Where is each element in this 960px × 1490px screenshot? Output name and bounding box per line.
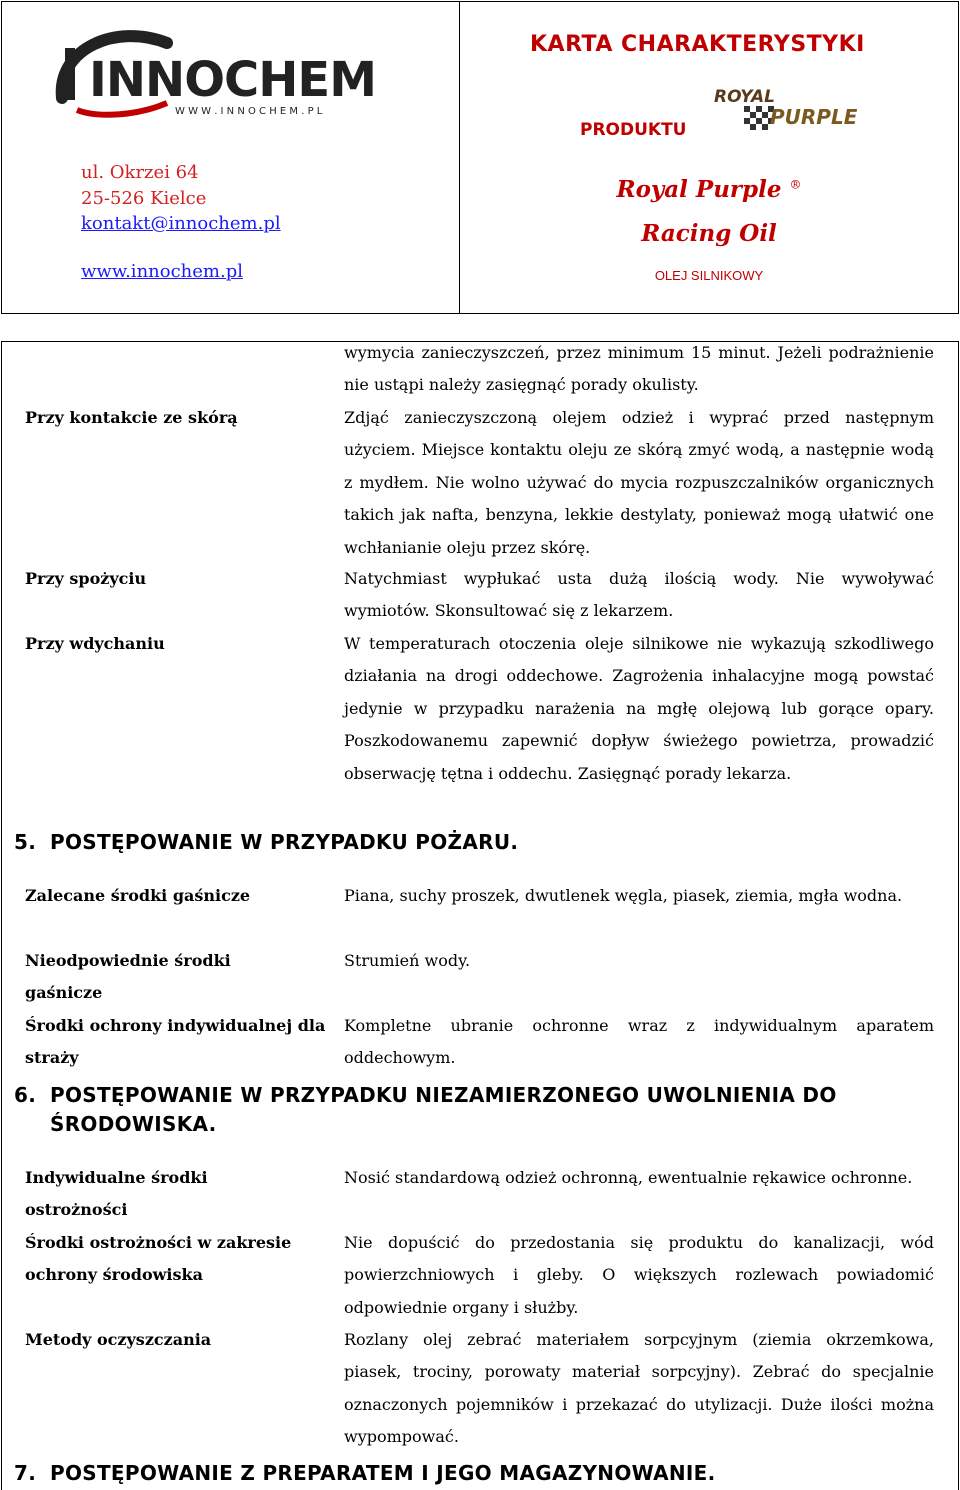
section-7-title: POSTĘPOWANIE Z PREPARATEM I JEGO MAGAZYNOWANIE. bbox=[50, 1461, 716, 1485]
ingestion-text: Natychmiast wypłukać usta dużą ilością wody. Nie wywoływać wymiotów. Skonsultować się z lekarzem. bbox=[344, 569, 934, 621]
ingestion-label: Przy spożyciu bbox=[25, 569, 147, 588]
section-5-number: 5. bbox=[14, 830, 37, 854]
section-5-title: POSTĘPOWANIE W PRZYPADKU POŻARU. bbox=[50, 830, 519, 854]
section-6-row-label: Środki ostrożności w zakresie ochrony środowiska bbox=[25, 1233, 292, 1285]
inhalation-text: W temperaturach otoczenia oleje silnikowe nie wykazują szkodliwego działania na drogi oddechowe. Zagrożenia inhalacyjne mogą powstać jedynie w przypadku narażenia na mgłę olejową lub gorące opary. Poszkodowanemu zapewnić dopływ świeżego powietrza, prowadzić obserwację tętna i oddechu. Zasięgnąć porady lekarza. bbox=[344, 634, 934, 783]
product-type: OLEJ SILNIKOWY bbox=[654, 268, 764, 283]
address-city: 25-526 Kielce bbox=[81, 188, 207, 209]
section-6-row-text: Nie dopuścić do przedostania się produktu do kanalizacji, wód powierzchniowych i gleby. O większych rozlewach powiadomić odpowiednie organy i służby. bbox=[344, 1233, 934, 1317]
product-name-text: Royal Purple bbox=[616, 176, 782, 203]
section-5-row-text: Kompletne ubranie ochronne wraz z indywidualnym aparatem oddechowym. bbox=[344, 1016, 934, 1068]
section-5-row-label: Nieodpowiednie środki gaśnicze bbox=[25, 951, 231, 1003]
section-7-number: 7. bbox=[14, 1461, 37, 1485]
document-title-line2: PRODUKTU bbox=[580, 120, 687, 140]
product-name bbox=[460, 176, 958, 203]
section-6-row-label: Indywidualne środki ostrożności bbox=[25, 1168, 208, 1220]
skin-contact-label: Przy kontakcie ze skórą bbox=[25, 408, 238, 427]
brand-logo-purple: PURPLE bbox=[770, 105, 858, 129]
header-divider bbox=[459, 2, 460, 313]
section-7-heading bbox=[14, 1459, 716, 1488]
registered-mark: ® bbox=[789, 177, 802, 192]
royal-purple-logo bbox=[710, 84, 858, 142]
product-variant: Racing Oil bbox=[641, 220, 777, 247]
brand-logo-royal: ROYAL bbox=[714, 87, 775, 107]
section-5-row-text: Strumień wody. bbox=[344, 951, 471, 970]
section-5-row-text: Piana, suchy proszek, dwutlenek węgla, piasek, ziemia, mgła wodna. bbox=[344, 886, 903, 905]
section-5-row-label: Zalecane środki gaśnicze bbox=[25, 886, 251, 905]
website-link[interactable]: www.innochem.pl bbox=[81, 261, 243, 282]
document-title: KARTA CHARAKTERYSTYKI bbox=[530, 32, 865, 57]
eyes-instructions-continued: wymycia zanieczyszczeń, przez minimum 15 minut. Jeżeli podrażnienie nie ustąpi należy zasięgnąć porady okulisty. bbox=[344, 343, 934, 395]
skin-contact-text: Zdjąć zanieczyszczoną olejem odzież i wyprać przed następnym użyciem. Miejsce kontaktu oleju ze skórą zmyć wodą, a następnie wodą z mydłem. Nie wolno używać do mycia rozpuszczalników organicznych takich jak nafta, benzyna, lekkie destylaty, ponieważ mogą ułatwić one wchłanianie oleju przez skórę. bbox=[344, 408, 934, 557]
section-5-row-label: Środki ochrony indywidualnej dla straży bbox=[25, 1016, 326, 1068]
logo-url: W W W . I N N O C H E M . P L bbox=[175, 106, 323, 117]
section-6-row-text: Nosić standardową odzież ochronną, ewentualnie rękawice ochronne. bbox=[344, 1168, 913, 1187]
address-street: ul. Okrzei 64 bbox=[81, 162, 199, 183]
section-6-number: 6. bbox=[14, 1083, 37, 1107]
inhalation-label: Przy wdychaniu bbox=[25, 634, 165, 653]
email-link[interactable]: kontakt@innochem.pl bbox=[81, 213, 281, 234]
logo-wordmark: INNOCHEM bbox=[89, 52, 376, 108]
section-6-row-label: Metody oczyszczania bbox=[25, 1330, 212, 1349]
section-6-heading bbox=[14, 1081, 954, 1139]
section-5-heading bbox=[14, 828, 518, 857]
section-6-title: POSTĘPOWANIE W PRZYPADKU NIEZAMIERZONEGO UWOLNIENIA DO ŚRODOWISKA. bbox=[50, 1083, 837, 1136]
document-header bbox=[1, 1, 959, 314]
innochem-logo bbox=[57, 18, 407, 123]
section-6-row-text: Rozlany olej zebrać materiałem sorpcyjnym (ziemia okrzemkowa, piasek, trociny, porowaty materiał sorpcyjny). Zebrać do specjalnie oznaczonych pojemników i przekazać do utylizacji. Duże ilości można wypompować. bbox=[344, 1330, 934, 1447]
